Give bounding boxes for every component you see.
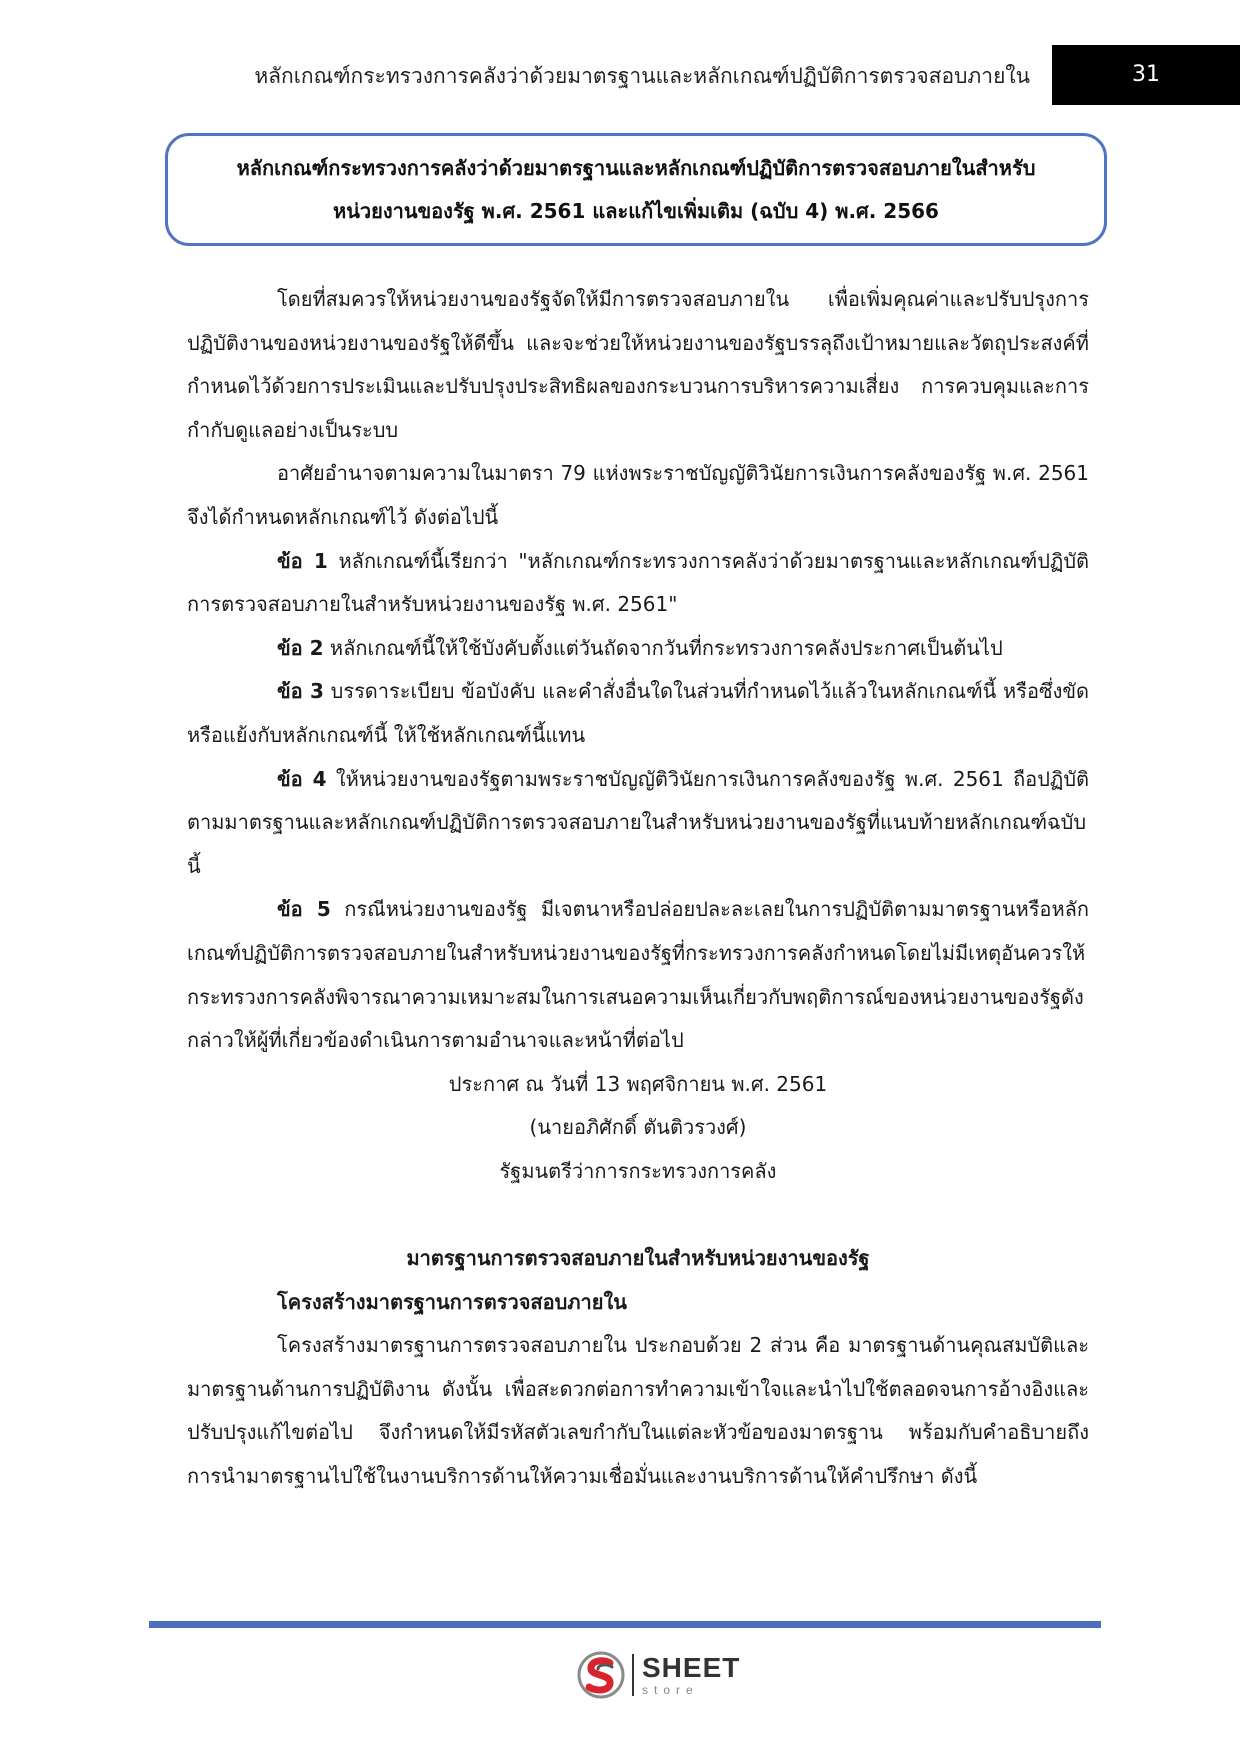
running-header: หลักเกณฑ์กระทรวงการคลังว่าด้วยมาตรฐานและหลักเกณฑ์ปฏิบัติการตรวจสอบภายใน <box>254 64 1030 88</box>
logo-text <box>642 1654 740 1696</box>
logo-word: SHEET <box>642 1652 741 1683</box>
title-line-1: หลักเกณฑ์กระทรวงการคลังว่าด้วยมาตรฐานและหลักเกณฑ์ปฏิบัติการตรวจสอบภายในสำหรับ <box>236 155 1036 180</box>
page-number: 31 <box>1052 45 1240 105</box>
footer-logo <box>576 1650 740 1700</box>
footer-rule <box>149 1621 1101 1628</box>
clause-text: หลักเกณฑ์นี้เรียกว่า "หลักเกณฑ์กระทรวงการคลังว่าด้วยมาตรฐานและหลักเกณฑ์ปฏิบัติการตรวจสอบภายในสำหรับหน่วยงานของรัฐ พ.ศ. 2561" <box>187 548 1090 617</box>
clause-5 <box>187 888 1089 1062</box>
clause-1 <box>187 540 1089 627</box>
preamble-paragraph: โดยที่สมควรให้หน่วยงานของรัฐจัดให้มีการตรวจสอบภายใน เพื่อเพิ่มคุณค่าและปรับปรุงการปฏิบัติงานของหน่วยงานของรัฐให้ดีขึ้น และจะช่วยให้หน่วยงานของรัฐบรรลุถึงเป้าหมายและวัตถุประสงค์ที่กำหนดไว้ด้วยการประเมินและปรับปรุงประสิทธิผลของกระบวนการบริหารความเสี่ยง การควบคุมและการกำกับดูแลอย่างเป็นระบบ <box>187 287 1089 442</box>
sheet-store-s-logo-icon <box>576 1650 626 1700</box>
signatory-name: (นายอภิศักดิ์ ตันติวรวงศ์) <box>529 1115 747 1140</box>
clause-text: กรณีหน่วยงานของรัฐ มีเจตนาหรือปล่อยปละละเลยในการปฏิบัติตามมาตรฐานหรือหลักเกณฑ์ปฏิบัติการตรวจสอบภายในสำหรับหน่วยงานของรัฐที่กระทรวงการคลังกำหนดโดยไม่มีเหตุอันควรให้กระทรวงการคลังพิจารณาความเหมาะสมในการเสนอความเห็นเกี่ยวกับพฤติการณ์ของหน่วยงานของรัฐดังกล่าวให้ผู้ที่เกี่ยวข้องดำเนินการตามอำนาจและหน้าที่ต่อไป <box>187 897 1089 1053</box>
clause-text: บรรดาระเบียบ ข้อบังคับ และคำสั่งอื่นใดในส่วนที่กำหนดไว้แล้วในหลักเกณฑ์นี้ หรือซึ่งขัดหรือแย้งกับหลักเกณฑ์นี้ ให้ใช้หลักเกณฑ์นี้แทน <box>187 679 1089 747</box>
logo-separator <box>632 1654 634 1696</box>
spacer <box>187 1193 1089 1237</box>
title-box <box>165 133 1107 246</box>
clause-4 <box>187 758 1089 889</box>
clause-label: ข้อ 1 <box>277 548 328 573</box>
clause-3 <box>187 670 1089 757</box>
sub-heading: โครงสร้างมาตรฐานการตรวจสอบภายใน <box>277 1289 627 1314</box>
clause-label: ข้อ 5 <box>277 897 331 922</box>
title-line-2: หน่วยงานของรัฐ พ.ศ. 2561 และแก้ไขเพิ่มเติม (ฉบับ 4) พ.ศ. 2566 <box>333 198 939 223</box>
announcement-date: ประกาศ ณ วันที่ 13 พฤศจิกายน พ.ศ. 2561 <box>448 1071 828 1096</box>
logo-subword: store <box>642 1683 699 1697</box>
signatory-title: รัฐมนตรีว่าการกระทรวงการคลัง <box>499 1158 777 1183</box>
clause-label: ข้อ 4 <box>277 766 327 791</box>
clause-text: หลักเกณฑ์นี้ให้ใช้บังคับตั้งแต่วันถัดจากวันที่กระทรวงการคลังประกาศเป็นต้นไป <box>323 635 1003 660</box>
document-body <box>187 278 1089 1499</box>
clause-label: ข้อ 3 <box>277 679 324 704</box>
authority-paragraph: อาศัยอำนาจตามความในมาตรา 79 แห่งพระราชบัญญัติวินัยการเงินการคลังของรัฐ พ.ศ. 2561 จึงได้กำหนดหลักเกณฑ์ไว้ ดังต่อไปนี้ <box>187 461 1089 529</box>
clause-text: ให้หน่วยงานของรัฐตามพระราชบัญญัติวินัยการเงินการคลังของรัฐ พ.ศ. 2561 ถือปฏิบัติตามมาตรฐานและหลักเกณฑ์ปฏิบัติการตรวจสอบภายในสำหรับหน่วยงานของรัฐที่แนบท้ายหลักเกณฑ์ฉบับนี้ <box>187 766 1090 878</box>
clause-label: ข้อ 2 <box>277 635 324 660</box>
clause-2 <box>187 627 1089 671</box>
structure-paragraph: โครงสร้างมาตรฐานการตรวจสอบภายใน ประกอบด้วย 2 ส่วน คือ มาตรฐานด้านคุณสมบัติและมาตรฐานด้านการปฏิบัติงาน ดังนั้น เพื่อสะดวกต่อการทำความเข้าใจและนำไปใช้ตลอดจนการอ้างอิงและปรับปรุงแก้ไขต่อไป จึงกำหนดให้มีรหัสตัวเลขกำกับในแต่ละหัวข้อของมาตรฐาน พร้อมกับคำอธิบายถึงการนำมาตรฐานไปใช้ในงานบริการด้านให้ความเชื่อมั่นและงานบริการด้านให้คำปรึกษา ดังนี้ <box>187 1333 1089 1489</box>
section-heading: มาตรฐานการตรวจสอบภายในสำหรับหน่วยงานของรัฐ <box>406 1246 870 1271</box>
